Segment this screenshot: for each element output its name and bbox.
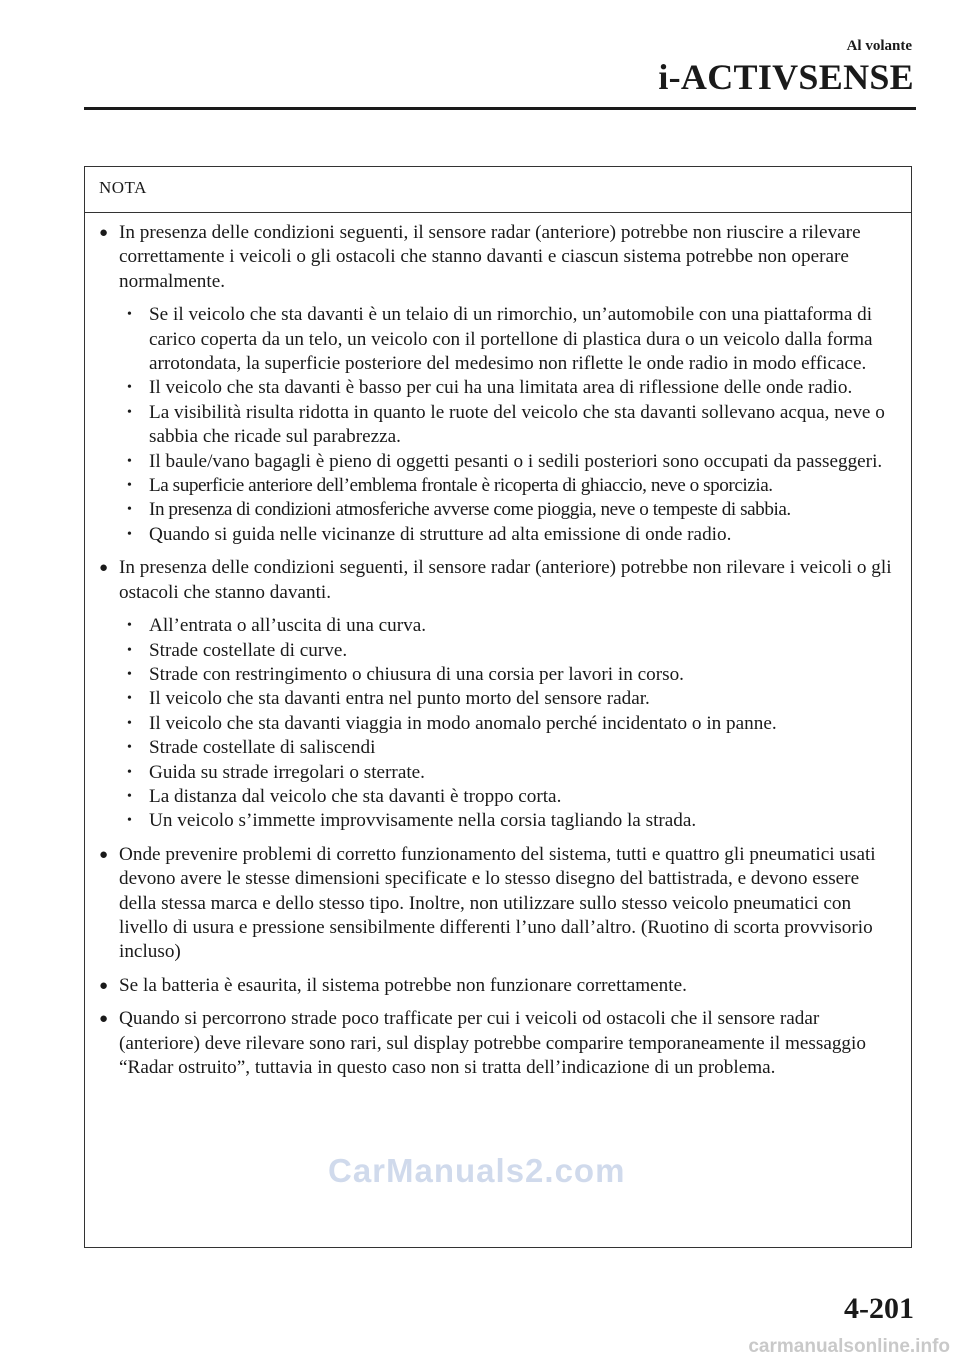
sub-bullet-icon: • [127, 691, 132, 707]
footer-url: carmanualsonline.info [748, 1336, 950, 1357]
note-subitem [119, 736, 901, 760]
note-subitem [119, 474, 901, 498]
sub-bullet-icon: • [127, 715, 132, 731]
sub-bullet-icon: • [127, 453, 132, 469]
note-subitem [119, 712, 901, 736]
note-subitem [119, 761, 901, 785]
bullet-icon: ● [99, 846, 109, 863]
sub-bullet-icon: • [127, 666, 132, 682]
note-subitem [119, 523, 901, 547]
note-item-text: In presenza delle condizioni seguenti, il sensore radar (anteriore) potrebbe non riuscire a rilevare correttamente i veicoli o gli ostacoli che stanno davanti e ciascun sistema potrebbe non operare normalmente. [119, 222, 861, 292]
note-subitem [119, 785, 901, 809]
note-subitem [119, 809, 901, 833]
note-sublist [119, 614, 901, 834]
sub-bullet-icon: • [127, 478, 132, 494]
sub-bullet-icon: • [127, 788, 132, 804]
note-item-text: In presenza delle condizioni seguenti, il sensore radar (anteriore) potrebbe non rilevare i veicoli o gli ostacoli che stanno davanti. [119, 557, 892, 603]
note-subitem [119, 450, 901, 474]
note-subitem [119, 639, 901, 663]
note-sublist [119, 303, 901, 547]
watermark: CarManuals2.com [328, 1152, 626, 1189]
sub-bullet-icon: • [127, 642, 132, 658]
note-subitem-text: Il veicolo che sta davanti è basso per cui ha una limitata area di riflessione delle onde radio. [149, 377, 853, 399]
note-item-text: Onde prevenire problemi di corretto funzionamento del sistema, tutti e quattro gli pneumatici usati devono avere le stesse dimensioni specificate e lo stesso disegno del battistrada, e devono essere della stessa marca e dello stesso tipo. Inoltre, non utilizzare sullo stesso veicolo pneumatici con livello di usura e pressione sensibilmente differenti l’uno dall’altro. (Ruotino di scorta provvisorio incluso) [119, 843, 876, 963]
sub-bullet-icon: • [127, 740, 132, 756]
note-subitem-text: Strade con restringimento o chiusura di una corsia per lavori in corso. [149, 663, 684, 685]
sub-bullet-icon: • [127, 404, 132, 420]
note-title: NOTA [85, 167, 911, 213]
section-label: Al volante [846, 38, 912, 54]
note-subitem [119, 401, 901, 450]
chapter-title: i-ACTIVSENSE [658, 57, 914, 97]
note-subitem-text: Se il veicolo che sta davanti è un telaio di un rimorchio, un’automobile con una piattaforma di carico coperta da un telo, un veicolo con il portellone di plastica dura o un veicolo dalla forma arrotondata, la superficie posteriore del medesimo non riflette le onde radio in modo efficace. [149, 304, 873, 375]
sub-bullet-icon: • [127, 380, 132, 396]
note-subitem-text: La superficie anteriore dell’emblema frontale è ricoperta di ghiaccio, neve o sporcizia. [149, 475, 773, 497]
note-subitem [119, 687, 901, 711]
note-subitem-text: La distanza dal veicolo che sta davanti è troppo corta. [149, 785, 562, 807]
sub-bullet-icon: • [127, 526, 132, 542]
note-subitem-text: La visibilità risulta ridotta in quanto le ruote del veicolo che sta davanti sollevano acqua, neve o sabbia che ricade sul parabrezza. [149, 401, 885, 448]
sub-bullet-icon: • [127, 307, 132, 323]
note-subitem [119, 663, 901, 687]
note-subitem-text: Un veicolo s’immette improvvisamente nella corsia tagliando la strada. [149, 810, 697, 832]
note-item [99, 843, 901, 965]
note-item [99, 556, 901, 833]
note-subitem-text: Quando si guida nelle vicinanze di strutture ad alta emissione di onde radio. [149, 523, 732, 545]
bullet-icon: ● [99, 977, 109, 994]
sub-bullet-icon: • [127, 618, 132, 634]
note-subitem [119, 614, 901, 638]
note-subitem-text: Strade costellate di curve. [149, 639, 348, 661]
note-body [85, 213, 911, 1080]
note-subitem-text: Il baule/vano bagagli è pieno di oggetti pesanti o i sedili posteriori sono occupati da passeggeri. [149, 450, 883, 472]
note-subitem-text: Il veicolo che sta davanti entra nel punto morto del sensore radar. [149, 688, 650, 710]
sub-bullet-icon: • [127, 764, 132, 780]
note-subitem [119, 303, 901, 376]
note-subitem-text: Strade costellate di saliscendi [149, 737, 376, 759]
note-item [99, 974, 901, 998]
note-item [99, 1007, 901, 1080]
note-subitem-text: In presenza di condizioni atmosferiche avverse come pioggia, neve o tempeste di sabbia. [149, 499, 791, 521]
bullet-icon: ● [99, 225, 109, 241]
note-subitem-text: Il veicolo che sta davanti viaggia in modo anomalo perché incidentato o in panne. [149, 712, 777, 734]
note-box [84, 166, 912, 1248]
header-divider [84, 107, 916, 110]
note-subitem [119, 376, 901, 400]
note-item-text: Se la batteria è esaurita, il sistema potrebbe non funzionare correttamente. [119, 974, 687, 996]
note-item [99, 221, 901, 547]
note-subitem [119, 498, 901, 522]
sub-bullet-icon: • [127, 813, 132, 829]
sub-bullet-icon: • [127, 502, 132, 518]
page-number: 4-201 [844, 1292, 914, 1325]
bullet-icon: ● [99, 560, 109, 577]
bullet-icon: ● [99, 1011, 109, 1028]
note-item-text: Quando si percorrono strade poco trafficate per cui i veicoli od ostacoli che il sensore radar (anteriore) deve rilevare sono rari, sul display potrebbe comparire temporaneamente il messaggio “Radar ostruito”, tuttavia in questo caso non si tratta dell’indicazione di un problema. [119, 1008, 866, 1078]
note-subitem-text: All’entrata o all’uscita di una curva. [149, 615, 427, 637]
note-subitem-text: Guida su strade irregolari o sterrate. [149, 761, 425, 783]
